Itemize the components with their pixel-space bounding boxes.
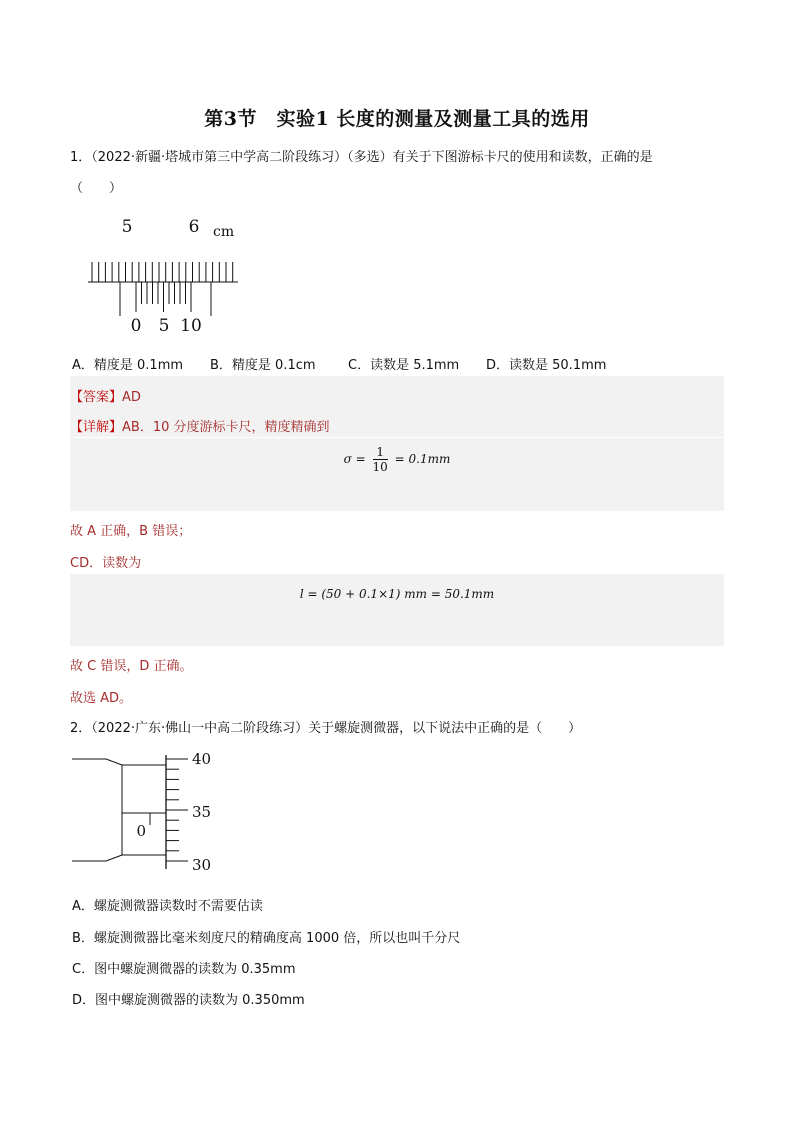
q2-option-a: A．螺旋测微器读数时不需要估读: [72, 899, 263, 914]
main-scale-label-5: 5: [121, 217, 133, 237]
formula1-fraction: [373, 445, 388, 474]
q2-option-d: D．图中螺旋测微器的读数为 0.350mm: [72, 993, 305, 1008]
q2-stem: 2．（2022·广东·佛山一中高二阶段练习）关于螺旋测微器，以下说法中正确的是（ ）: [70, 721, 582, 736]
q1-stem-cont: （ ）: [70, 181, 123, 196]
page-title: 第3节 实验1 长度的测量及测量工具的选用: [204, 108, 590, 130]
final-choice: 故选 AD。: [70, 691, 133, 706]
q1-option-a: A．精度是 0.1mm: [72, 358, 184, 373]
vernier-label-5: 5: [158, 316, 170, 336]
sleeve-label-0: 0: [136, 822, 146, 840]
formula-reading: l = (50 + 0.1×1) mm = 50.1mm: [299, 587, 495, 601]
detail-tag: 【详解】: [70, 420, 123, 435]
formula1-denominator: 10: [372, 460, 388, 474]
detail-text: AB．10 分度游标卡尺，精度精确到: [122, 420, 330, 435]
q1-stem: 1．（2022·新疆·塔城市第三中学高二阶段练习）（多选）有关于下图游标卡尺的使用和读数，正确的是: [70, 150, 653, 165]
q2-option-c: C．图中螺旋测微器的读数为 0.35mm: [72, 962, 296, 977]
answer-block: [70, 376, 724, 511]
q2-option-b: B．螺旋测微器比毫米刻度尺的精确度高 1000 倍，所以也叫千分尺: [72, 931, 461, 946]
answer-text: AD: [122, 390, 141, 405]
q1-option-b: B．精度是 0.1cm: [210, 358, 316, 373]
vernier-caliper-figure: [80, 208, 255, 338]
thimble-label-40: 40: [192, 750, 212, 768]
cd-reading: CD．读数为: [70, 556, 142, 571]
thimble-label-35: 35: [192, 803, 212, 821]
formula-precision: [70, 445, 724, 474]
unit-label: cm: [213, 224, 235, 240]
conclusion-ab: 故 A 正确，B 错误；: [70, 524, 192, 539]
main-scale-label-6: 6: [188, 217, 200, 237]
vernier-label-0: 0: [130, 316, 142, 336]
vernier-label-10: 10: [180, 316, 202, 336]
formula1-lhs: σ =: [343, 452, 366, 466]
conclusion-cd: 故 C 错误，D 正确。: [70, 659, 193, 674]
detail-row: [70, 416, 330, 435]
answer-row: [70, 386, 141, 405]
formula1-rhs: = 0.1mm: [394, 452, 451, 466]
formula1-numerator: 1: [373, 445, 388, 460]
q1-option-d: D．读数是 50.1mm: [486, 358, 607, 373]
micrometer-figure: [70, 745, 230, 880]
formula2-block: [70, 574, 724, 646]
answer-tag: 【答案】: [70, 390, 123, 405]
thimble-label-30: 30: [192, 856, 212, 874]
q1-option-c: C．读数是 5.1mm: [348, 358, 460, 373]
